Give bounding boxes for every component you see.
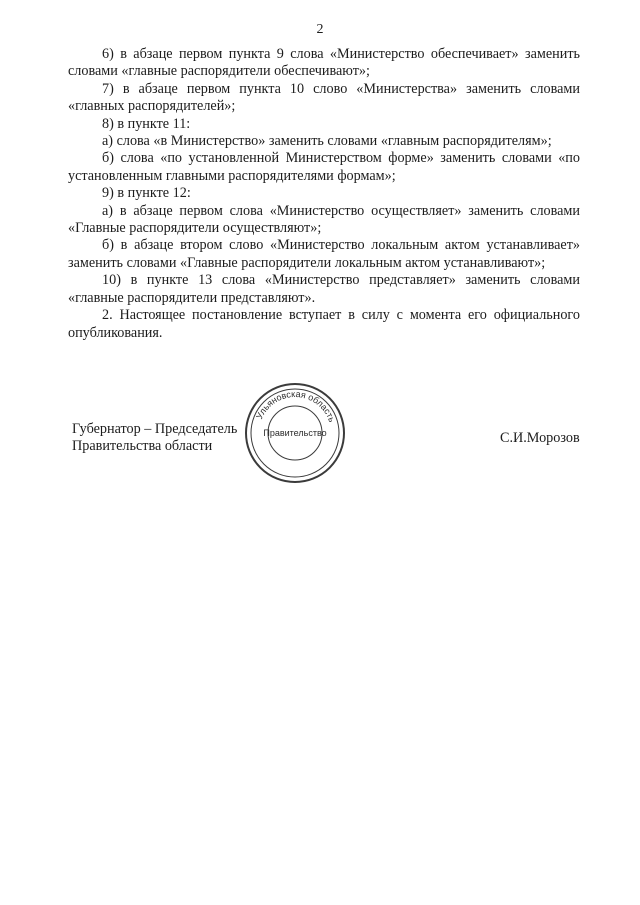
page-number: 2 bbox=[316, 22, 324, 37]
signatory-title-line2: Правительства области bbox=[72, 438, 213, 455]
paragraph-item-10: 10) в пункте 13 слова «Министерство представляет» заменить словами «главные распорядители представляют». bbox=[68, 272, 580, 306]
document-body bbox=[68, 46, 580, 342]
official-seal bbox=[243, 381, 347, 485]
seal-icon bbox=[243, 381, 347, 485]
seal-center-text: Правительство bbox=[263, 428, 327, 438]
signatory-title-line1: Губернатор – Председатель bbox=[72, 421, 238, 437]
paragraph-item-9b: б) в абзаце втором слово «Министерство локальным актом устанавливает» заменить словами «Главные распорядители локальным актом устанавливают»; bbox=[68, 237, 580, 271]
paragraph-item-9a: а) в абзаце первом слова «Министерство осуществляет» заменить словами «Главные распорядители осуществляют»; bbox=[68, 202, 580, 237]
signatory-title bbox=[72, 421, 237, 456]
paragraph-item-8a: а) слова «в Министерство» заменить словами «главным распорядителям»; bbox=[102, 133, 552, 150]
paragraph-item-8b: б) слова «по установленной Министерством форме» заменить словами «по установленным главными распорядителями формам»; bbox=[68, 150, 580, 184]
paragraph-clause-2: 2. Настоящее постановление вступает в силу с момента его официального опубликования. bbox=[68, 307, 580, 341]
paragraph-item-7: 7) в абзаце первом пункта 10 слово «Министерства» заменить словами «главных распорядителей»; bbox=[68, 80, 580, 115]
signatory-name: С.И.Морозов bbox=[500, 430, 580, 446]
paragraph-item-9: 9) в пункте 12: bbox=[102, 185, 191, 202]
seal-ring-text: Ульяновская область bbox=[254, 388, 338, 424]
paragraph-item-6: 6) в абзаце первом пункта 9 слова «Министерство обеспечивает» заменить словами «главные распорядители обеспечивают»; bbox=[68, 46, 580, 80]
paragraph-item-8: 8) в пункте 11: bbox=[102, 115, 191, 132]
